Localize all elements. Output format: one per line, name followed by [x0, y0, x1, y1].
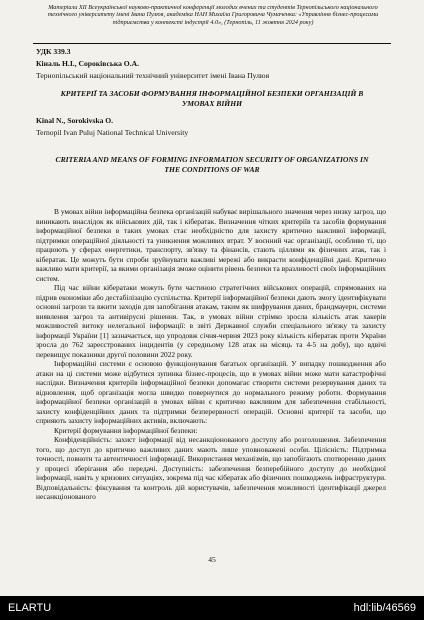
title-ua: КРИТЕРІЇ ТА ЗАСОБИ ФОРМУВАННЯ ІНФОРМАЦІЙНОЇ БЕЗПЕКИ ОРГАНІЗАЦІЙ В УМОВАХ ВІЙНИ	[60, 89, 364, 108]
authors-en: Kinal N., Sorokivska O.	[36, 116, 114, 125]
paragraph-4: Критерії формування інформаційної безпеки:	[54, 425, 198, 435]
paragraph-5: Конфіденційність: захист інформації від несанкціонованого доступу або розголошення. Забезпечення того, що доступ до критично важливих даних мають лише уповноважені особи. Цілісність: Підтримка точності, повноти та автентичності інформації. Використання механізмів, що запобігають спотворенню даних у процесі зберігання або передачі. Доступність: забезпечення безперебійного доступу до необхідної інформації, навіть у кризових ситуаціях, зокрема під час кібератак або фізичних пошкоджень інфраструктури. Відповідальність: фіксування та контроль дій користувачів, забезпечення можливості ідентифікації джерел несанкціонованого	[36, 435, 386, 501]
handle-identifier: hdl:lib/46569	[353, 602, 416, 614]
paragraph-2: Під час війни кібератаки можуть бути частиною стратегічних військових операцій, спрямованих на підрив економіки або дестабілізацію суспільства. Критерії інформаційної безпеки дають змогу ідентифікувати основні загрози та вжити заходів для запобігання атакам, таким як шифрування даних, брандмауери, системи виявлення загроз та антивірусні рішення. Так, в умовах війни стрімко зросла кількість атак хакерів можливостей витоку нелегальної інформації: в звіті Державної служби спеціального зв'язку та захисту інформації України [1] зазначається, що упродовж січня-червня 2023 року кількість кібератак проти України зросла до 762 зареєстрованих інцидентів (у середньому 128 атак на місяць та 4-5 на добу), що вдвічі перевищує показники другої половини 2022 року.	[36, 283, 386, 359]
header-divider	[33, 43, 391, 44]
conference-header: Матеріали XII Всеукраїнської науково-практичної конференції молодих вчених та студентів Тернопільського національного технічного університету імені Івана Пулюя, академіка НАН Михаїла Григоровича Чумаченка: «Управління бізнес-процесами підприємства у контексті індустрії 4.0», (Тернопіль, 11 жовтня 2024 року)	[47, 4, 379, 26]
paragraph-3: Інформаційні системи є основою функціонування багатьох організацій. У випадку пошкодження або атаки на ці системи може відбутися зупинка бізнес-процесів, що в умовах війни може мати катастрофічні наслідки. Визначення критеріїв інформаційної безпеки допомагає створити системи резервування даних та відновлення, щоб організація могла швидко повернутися до нормального режиму роботи. Формування інформаційної безпеки організацій в умовах війни є критично важливим для забезпечення стабільності, захисту конфіденційних даних та підтримки безперервності операцій. Основні критерії та засоби, що сприяють захисту інформаційних активів, включають:	[36, 359, 386, 425]
affiliation-ua: Тернопільський національний технічний університет імені Івана Пулюя	[36, 71, 270, 80]
paragraph-1: В умовах війни інформаційна безпека організацій набуває вирішального значення через низку загроз, що виникають внаслідок як військових дій, так і кібератак. Визначення чітких критеріїв та засобів формування інформаційної безпеки в таких умовах стає необхідністю для захисту критично важливої інформації, підтримки операційної діяльності та уникнення можливих втрат. У воєнний час організації, особливо ті, що працюють у сферах енергетики, транспорту, зв'язку та фінансів, стають ціллями як фізичних атак, так і кібератак. Це можуть бути спроби зруйнувати важливі мережі або викрасти конфіденційні дані. Критично важливо мати критерії, за якими організація зможе оцінити рівень безпеки та вразливості своїх інформаційних систем.	[36, 207, 386, 283]
udk-code: УДК 339.3	[36, 47, 71, 56]
affiliation-en: Ternopil Ivan Puluj National Technical University	[36, 128, 189, 137]
authors-ua: Кіналь Н.І., Сороківська О.А.	[36, 59, 139, 68]
repository-name: ELARTU	[8, 602, 52, 614]
repository-footer	[0, 596, 424, 620]
page-number: 45	[208, 555, 216, 564]
article-body	[36, 207, 386, 502]
title-en: CRITERIA AND MEANS OF FORMING INFORMATION SECURITY OF ORGANIZATIONS IN THE CONDITIONS OF WAR	[55, 155, 369, 174]
